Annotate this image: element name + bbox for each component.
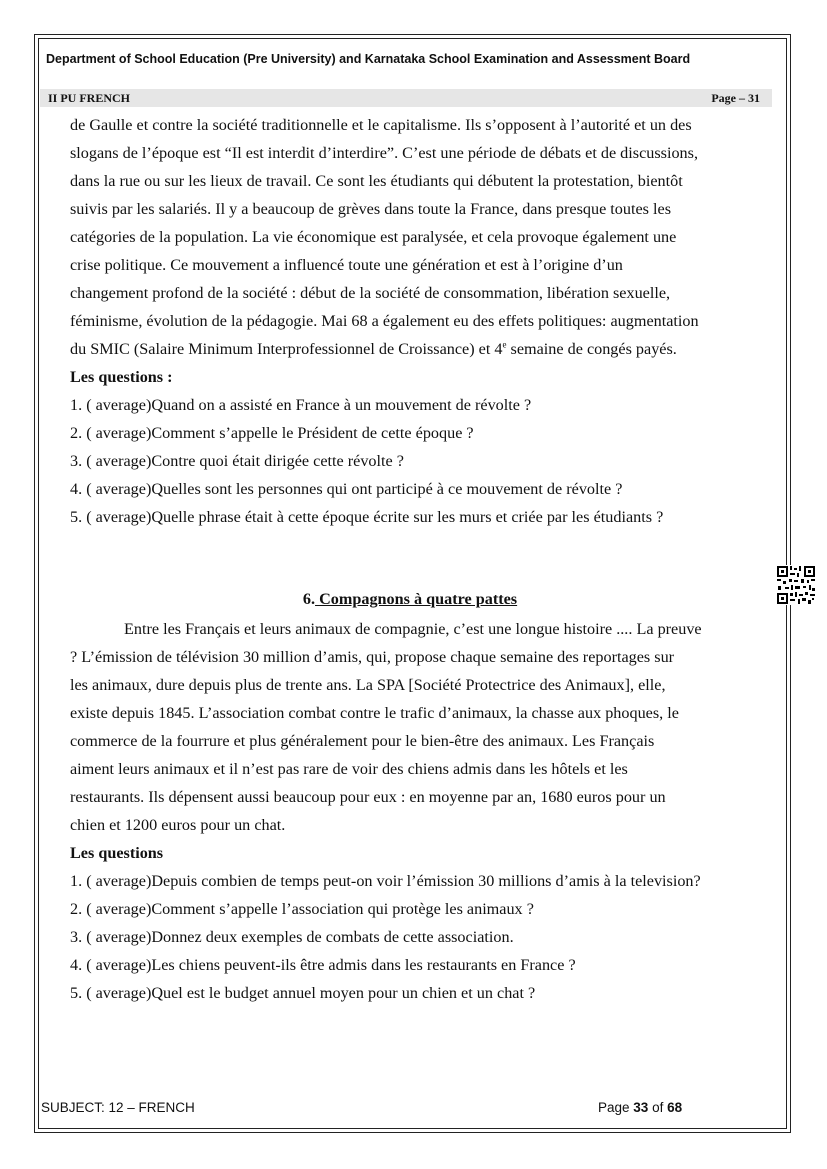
paragraph-line: existe depuis 1845. L’association combat contre le trafic d’animaux, la chasse aux phoques, le xyxy=(70,704,679,722)
page-current: 33 xyxy=(633,1100,649,1115)
question-item: 4. ( average)Les chiens peuvent-ils être admis dans les restaurants en France ? xyxy=(70,956,576,974)
footer-subject: SUBJECT: 12 – FRENCH xyxy=(41,1100,195,1115)
qr-code-icon xyxy=(776,565,816,605)
paragraph-line: changement profond de la société : début de la société de consommation, libération sexuelle, xyxy=(70,284,671,302)
page-total: 68 xyxy=(667,1100,683,1115)
page-label: Page – 31 xyxy=(711,91,760,105)
section-title-text: Compagnons à quatre pattes xyxy=(315,590,518,608)
paragraph-line: commerce de la fourrure et plus généralement pour le bien-être des animaux. Les Français xyxy=(70,732,655,750)
paragraph-line: chien et 1200 euros pour un chat. xyxy=(70,816,286,834)
footer-page-number xyxy=(598,1100,682,1115)
paragraph-line: aiment leurs animaux et il n’est pas rare de voir des chiens admis dans les hôtels et les xyxy=(70,760,628,778)
paragraph-line: restaurants. Ils dépensent aussi beaucoup pour eux : en moyenne par an, 1680 euros pour un xyxy=(70,788,666,806)
question-item: 5. ( average)Quel est le budget annuel moyen pour un chien et un chat ? xyxy=(70,984,536,1002)
question-item: 4. ( average)Quelles sont les personnes qui ont participé à ce mouvement de révolte ? xyxy=(70,480,623,498)
board-header-title: Department of School Education (Pre University) and Karnataka School Examination and Assessment Board xyxy=(46,52,691,66)
section-2-content xyxy=(70,615,756,1007)
paragraph-line: ? L’émission de télévision 30 million d’amis, qui, propose chaque semaine des reportages sur xyxy=(70,648,675,666)
paragraph-line: catégories de la population. La vie économique est paralysée, et cela provoque également une xyxy=(70,228,677,246)
question-item: 3. ( average)Donnez deux exemples de combats de cette association. xyxy=(70,928,514,946)
page-middle: of xyxy=(648,1100,668,1115)
questions-heading: Les questions : xyxy=(70,368,173,386)
ordinal-superscript: e xyxy=(502,339,507,350)
paragraph-line: crise politique. Ce mouvement a influencé toute une génération et est à l’origine d’un xyxy=(70,256,623,274)
section-1-content xyxy=(70,111,750,531)
paragraph-line: féminisme, évolution de la pédagogie. Mai 68 a également eu des effets politiques: augmentation xyxy=(70,312,699,330)
subject-label: II PU FRENCH xyxy=(48,91,131,105)
paragraph-line: les animaux, dure depuis plus de trente ans. La SPA [Société Protectrice des Animaux], elle, xyxy=(70,676,666,694)
page-prefix: Page xyxy=(598,1100,634,1115)
question-item: 1. ( average)Quand on a assisté en France à un mouvement de révolte ? xyxy=(70,396,532,414)
last-line-pre: du SMIC (Salaire Minimum Interprofessionnel de Croissance) et 4 xyxy=(70,340,503,358)
question-item: 2. ( average)Comment s’appelle le Président de cette époque ? xyxy=(70,424,474,442)
subject-bar xyxy=(40,89,772,107)
question-item: 5. ( average)Quelle phrase était à cette époque écrite sur les murs et criée par les étudiants ? xyxy=(70,508,664,526)
paragraph-line: de Gaulle et contre la société traditionnelle et le capitalisme. Ils s’opposent à l’autorité et un des xyxy=(70,116,692,134)
question-item: 2. ( average)Comment s’appelle l’association qui protège les animaux ? xyxy=(70,900,534,918)
section-title xyxy=(70,587,750,611)
question-item: 3. ( average)Contre quoi était dirigée cette révolte ? xyxy=(70,452,404,470)
questions-heading: Les questions xyxy=(70,844,164,862)
paragraph-line: Entre les Français et leurs animaux de compagnie, c’est une longue histoire .... La preuve xyxy=(124,620,702,638)
paragraph-line: suivis par les salariés. Il y a beaucoup de grèves dans toute la France, dans presque toutes les xyxy=(70,200,672,218)
paragraph-line: dans la rue ou sur les lieux de travail. Ce sont les étudiants qui débutent la protestation, bientôt xyxy=(70,172,683,190)
question-item: 1. ( average)Depuis combien de temps peut-on voir l’émission 30 millions d’amis à la television? xyxy=(70,872,701,890)
paragraph-line: slogans de l’époque est “Il est interdit d’interdire”. C’est une période de débats et de discussions, xyxy=(70,144,698,162)
section-number: 6. xyxy=(302,590,316,608)
paragraph-last-line xyxy=(70,335,750,363)
last-line-post: semaine de congés payés. xyxy=(506,340,677,358)
